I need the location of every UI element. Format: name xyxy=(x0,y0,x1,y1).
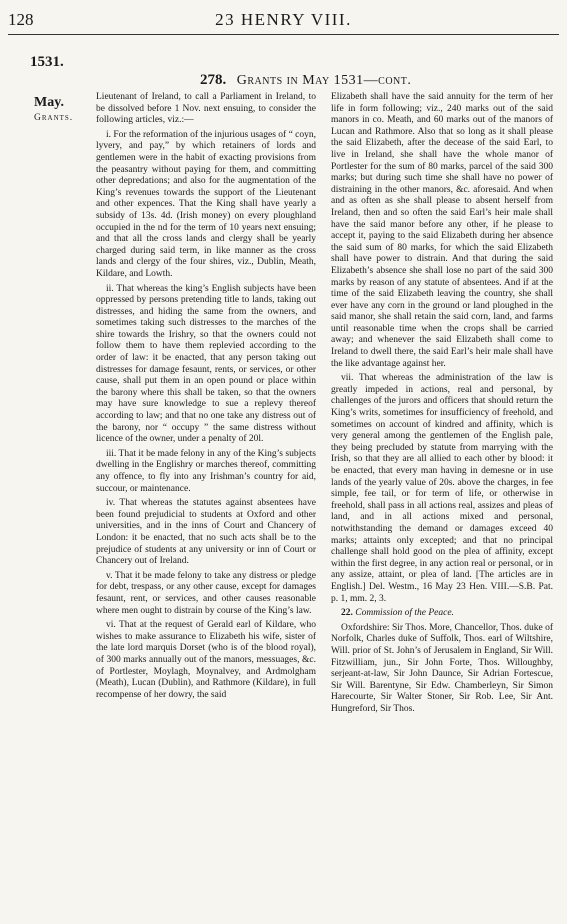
paragraph: ii. That whereas the king’s English subjects have been oppressed by persons pretending title to lands, taking out distresses, and hiding the same from the owners, and sometimes taking such distresses to the marches of the shire towards the Irishry, so that the owners could not follow them to have them replevied according to the order of law: it be enacted, that any person taking out distresses for damage fesaunt, rents, or services, or other cause, shall put them in an open pound or place within the barony where this shall be taken, so that the owners may have sure knowledge to sue a replevy thereof according to law; and that no one take any distress out of the barony, nor “ occupy ” the same distress without licence of the owner, under a penalty of 20l. xyxy=(96,283,316,445)
commission-body: Oxfordshire: Sir Thos. More, Chancellor, Thos. duke of Norfolk, Charles duke of Suffolk, Thos. earl of Wiltshire, Will. prior of St. John’s of Jerusalem in England, Sir Will. Fitzwilliam, jun., Sir John Forte, Thos. Willoughby, serjeant-at-law, Sir John Daunce, Sir Adrian Fortescue, Sir Will. Barentyne, Sir Edw. Chamberleyn, Sir Simon Harecourte, Sir Walter Stoner, Sir Rob. Lee, Sir Ant. Hungreford, Sir Thos. xyxy=(331,622,553,714)
header-rule xyxy=(8,34,559,35)
paragraph: vi. That at the request of Gerald earl of Kildare, who wishes to make assurance to Elizabeth his wife, sister of the late lord marquis Dorset (who is of the blood royal), of 300 marks annually out of the manors, messuages, &c. of Portlester, Moylagh, Moynalvey, and Ardmolgham (Meath), Lucan (Dublin), and Rathmore (Kildare), in full recompense of her dowry, the said xyxy=(96,620,316,700)
paragraph: Elizabeth shall have the said annuity for the term of her life in form following; viz., 240 marks out of the said manors in co. Meath, and 60 marks out of the manors of Lucan and Rathmore. Also that so long as it shall please the said Elizabeth, after the decease of the said Earl, to live in Ireland, she shall have the whole manor of Portlester for the sum of 80 marks, parcel of the said 300 marks; but during such time she shall have no power of distraining in the other manors, &c. aforesaid. And when and as often as she shall please to absent herself from Ireland, then and so often the said Earl’s heir male shall have the said manor before any other, if he please to accept it, paying to the said Elizabeth during her absence the said sum of 80 marks, for which the said Elizabeth shall have power to distrain. And that during the said Elizabeth’s absence she shall lose no part of the said 300 marks by reason of any statute of absentees. And if at the time of the said Elizabeth leaving the country, she shall ever have any corn in the ground or land ploughed in the said manor, she shall retain the said corn, land, and farms until reasonable time when the crops shall be carried away; and whenever the said Elizabeth shall come to Ireland to dwell there, the said Earl’s heir male shall have the like advantage against her. xyxy=(331,92,553,369)
margin-year: 1531. xyxy=(30,54,64,70)
section-number: 278. xyxy=(200,72,227,88)
right-column xyxy=(331,92,553,718)
section-title: Grants in May 1531—cont. xyxy=(236,73,412,88)
margin-label: Grants. xyxy=(34,113,74,123)
section-heading xyxy=(200,72,411,89)
paragraph: v. That it be made felony to take any distress or pledge for debt, trespass, or any other cause, except for damages fesaunt, rent, or services, and other causes reasonable where men ought to distrain by course of the King’s law. xyxy=(96,570,316,616)
commission-heading xyxy=(331,608,553,620)
running-title: 23 HENRY VIII. xyxy=(215,10,352,29)
paragraph: iii. That it be made felony in any of the King’s subjects dwelling in the Englishry or marches thereof, committing any offence, to fly into any Irishman’s country for aid, succour, or maintenance. xyxy=(96,448,316,494)
paragraph: i. For the reformation of the injurious usages of “ coyn, lyvery, and pay,” by which retainers of lords and gentlemen were in the habit of exacting provisions from the peasantry without paying for them, and committing other depredations; and also for the augmentation of the King’s revenues towards the support of the Lieutenant and other expences. That the King shall have yearly a subsidy of 13s. 4d. (Irish money) on every ploughland occupied in the nd for the term of 10 years next ensuing; and that all the cross lands and clergy shall be yearly charged during said term, in like manner as the cross lands and clergy of the four shires, viz., Dublin, Meath, Kildare, and Lowth. xyxy=(96,129,317,279)
commission-title: Commission of the Peace. xyxy=(355,608,454,619)
paragraph: iv. That whereas the statutes against absentees have been found prejudicial to students at Oxford and other universities, and in the inns of Court and Chancery of London: it be enacted, that no such acts shall be to the prejudice of students at any university or inn of Court or Chancery out of Ireland. xyxy=(96,498,316,567)
page-header xyxy=(0,8,567,40)
paragraph: Lieutenant of Ireland, to call a Parliament in Ireland, to be dissolved before 1 Nov. next ensuing, to consider the following articles, viz.:— xyxy=(96,92,316,126)
commission-number: 22. xyxy=(341,608,353,619)
left-column xyxy=(96,92,316,704)
margin-month: May. xyxy=(34,95,64,110)
paragraph: vii. That whereas the administration of the law is greatly impeded in actions, real and personal, by challenges of the jurors and officers that should return the King’s writs, sometimes for insufficiency of freehold, and sometimes on account of kindred and affinity, which is very general among the gentlemen of the English pale, they being precluded by statute from marrying with the Irish, so that they are all allied to each other by blood: it be enacted, that every man having in demesne or in use lands of the yearly value of 20s. above the charges, in fee simple, fee tail, or for term of life, or otherwise in freehold, shall pass in all actions real, assizes and pleas of land, and in all actions mixed and personal, notwithstanding the demand or damages exceed 40 marks; attaints only excepted; and that no principal challenge shall hold good on the plea of affinity, except within the first degree, in any action real or personal, or in any assize, attaint, or plea of land. [The articles are in English.] Del. Westm., 16 May 23 Hen. VIII.—S.B. Pat. p. 1, mm. 2, 3. xyxy=(331,373,553,604)
page-number: 128 xyxy=(8,10,34,29)
